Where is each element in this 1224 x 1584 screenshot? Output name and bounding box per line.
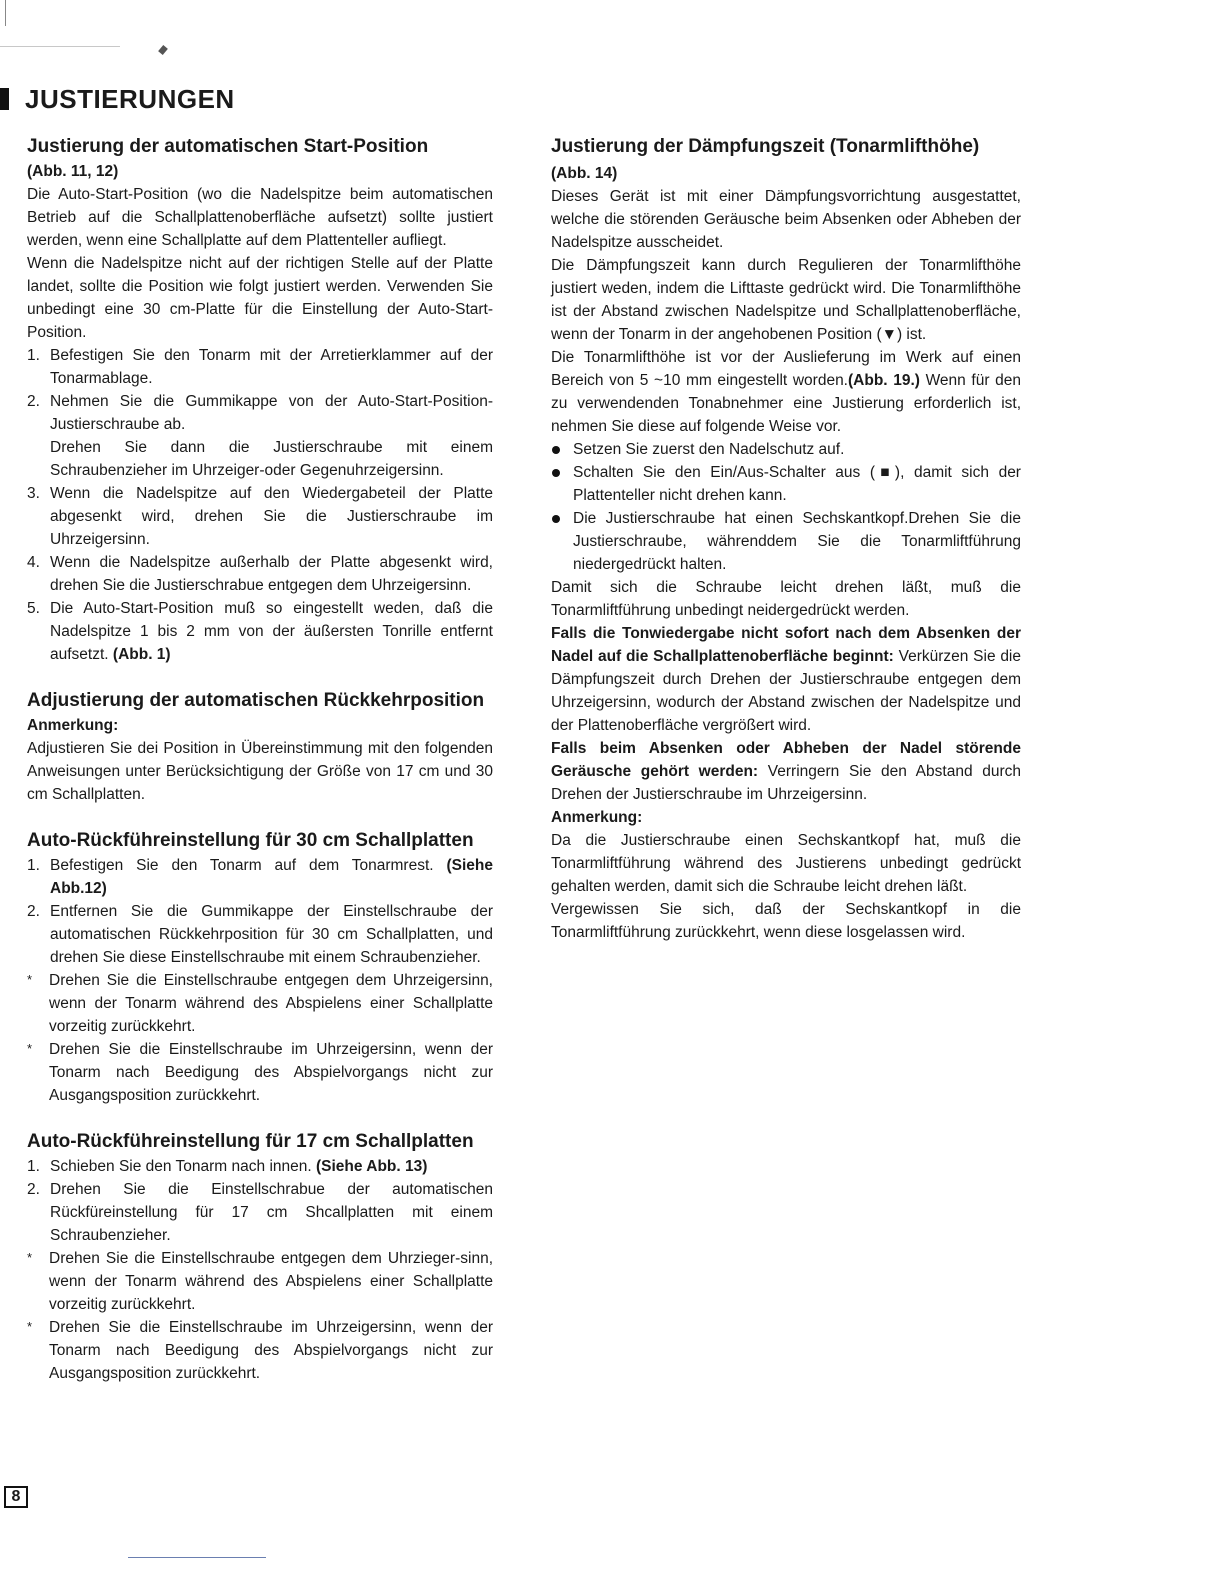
figure-reference: (Abb. 19.) [848, 372, 920, 389]
arm-down-symbol-icon: ▼ [881, 326, 897, 343]
right-column [551, 134, 1021, 966]
paragraph-text: Wenn für den zu verwendenden Tonabnehmer eine Justierung erforderlich ist, nehmen Sie diese auf folgende Weise vor. [551, 372, 1021, 435]
step-text: Nehmen Sie die Gummikappe von der Auto-Start-Position-Justierschraube ab. [50, 393, 493, 433]
paragraph: Da die Justierschraube einen Sechskantkopf hat, muß die Tonarmliftführung während des Justierens unbedingt gedrückt gehalten werden, damit sich die Schraube leicht drehen läßt. [551, 832, 1021, 895]
bullet-item [551, 438, 1021, 461]
step-item [27, 482, 493, 551]
step-text: Drehen Sie die Einstellschrabue der automatischen Rückfüreinstellung für 17 cm Shcallplatten mit einem Schraubenzieher. [50, 1181, 493, 1244]
step-text: Wenn die Nadelspitze außerhalb der Platte abgesenkt wird, drehen Sie die Justierschrabue entgegen dem Uhrzeigersinn. [50, 554, 493, 594]
section-return-position [27, 688, 493, 806]
step-number: 1. [27, 857, 40, 874]
note-text: Drehen Sie die Einstellschraube entgegen dem Uhrzeigersinn, wenn der Tonarm während des Abspielens einer Schallplatte vorzeitig zurückkehrt. [49, 972, 493, 1035]
section-title: Auto-Rückführeinstellung für 30 cm Schallplatten [27, 830, 474, 851]
title-bar-icon [0, 88, 9, 110]
figure-reference: (Abb. 14) [551, 165, 618, 182]
asterisk-icon: * [27, 972, 33, 987]
bullet-icon [552, 446, 560, 454]
paragraph-text: Verkürzen Sie die Dämpfungszeit durch Drehen der Justierschraube entgegen dem Uhrzeigersinn, wodurch der Abstand zwischen der Nadelspitze und der Plattenoberfläche vergrößert wird. [551, 648, 1021, 734]
asterisk-icon: * [27, 1041, 33, 1056]
scan-mark [0, 46, 120, 47]
asterisk-icon: * [27, 1319, 33, 1334]
section-title: Adjustierung der automatischen Rückkehrposition [27, 690, 485, 711]
paragraph-text: ) ist. [896, 326, 927, 343]
step-number: 1. [27, 1158, 40, 1175]
paragraph-text: Die Dämpfungszeit kann durch Regulieren der Tonarmlifthöhe justiert weden, indem die Lifttaste gedrückt wird. Die Tonarmlifthöhe ist der Abstand zwischen Nadelspitze und Schallplattenoberfläche, wenn der Tonarm in der angehobenen Position ( [551, 257, 1021, 343]
step-number: 4. [27, 554, 40, 571]
step-item [27, 551, 493, 597]
bullet-icon [552, 515, 560, 523]
step-number: 1. [27, 347, 40, 364]
paragraph-text: Verringern Sie den Abstand durch Drehen der Justierschraube im Uhrzeigersinn. [551, 763, 1021, 803]
power-off-symbol-icon: ■ [875, 464, 895, 481]
bullet-text: ), damit sich der Plattenteller nicht drehen kann. [573, 464, 1021, 504]
step-number: 5. [27, 600, 40, 617]
step-text: Wenn die Nadelspitze auf den Wiedergabeteil der Platte abgesenkt wird, drehen Sie die Justierschraube im Uhrzeigersinn. [50, 485, 493, 548]
paragraph-bold: Falls beim Absenken oder Abheben der Nadel störende Geräusche gehört werden: [551, 740, 1021, 780]
step-text: Entfernen Sie die Gummikappe der Einstellschraube der automatischen Rückkehrposition für 30 cm Schallplatten, und drehen Sie diese Einstellschraube mit einem Schraubenzieher. [50, 903, 493, 966]
step-item [27, 390, 493, 482]
figure-reference: (Siehe Abb. 13) [316, 1158, 428, 1175]
bullet-list [551, 438, 1021, 576]
bullet-item [551, 461, 1021, 507]
step-list [27, 344, 493, 666]
step-text: Die Auto-Start-Position muß so eingestellt weden, daß die Nadelspitze 1 bis 2 mm von der äußersten Tonrille entfernt aufsetzt. [50, 600, 493, 663]
page-title [0, 84, 235, 114]
step-text-continued: Drehen Sie dann die Justierschraube mit einem Schraubenzieher im Uhrzeiger-oder Gegenuhrzeigersinn. [50, 439, 493, 479]
paragraph [551, 346, 1021, 438]
left-column [27, 134, 493, 1407]
paragraph: Wenn die Nadelspitze nicht auf der richtigen Stelle auf der Platte landet, sollte die Position wie folgt justiert werden. Verwenden Sie unbedingt eine 30 cm-Platte für die Einstellung der Auto-Start-Position. [27, 255, 493, 341]
bullet-icon [552, 469, 560, 477]
paragraph: Vergewissen Sie sich, daß der Sechskantkopf in die Tonarmliftführung zurückkehrt, wenn diese losgelassen wird. [551, 901, 1021, 941]
section-title: Auto-Rückführeinstellung für 17 cm Schallplatten [27, 1131, 474, 1152]
paragraph: Dieses Gerät ist mit einer Dämpfungsvorrichtung ausgestattet, welche die störenden Geräusche beim Absenken oder Abheben der Nadelspitze ausscheidet. [551, 188, 1021, 251]
step-list [27, 1155, 493, 1247]
scan-mark [158, 45, 168, 55]
section-title: Justierung der automatischen Start-Position [27, 136, 429, 157]
footer-rule [128, 1557, 266, 1558]
step-item [27, 900, 493, 969]
step-text: Befestigen Sie den Tonarm auf dem Tonarmrest. [50, 857, 434, 874]
note-label: Anmerkung: [27, 717, 119, 734]
note-item [27, 1247, 493, 1316]
bullet-text: Setzen Sie zuerst den Nadelschutz auf. [573, 441, 845, 458]
paragraph [551, 622, 1021, 737]
asterisk-icon: * [27, 1250, 33, 1265]
section-return-30cm [27, 828, 493, 1107]
step-item [27, 854, 493, 900]
step-item [27, 597, 493, 666]
figure-reference: (Siehe Abb.12) [50, 857, 493, 897]
note-text: Drehen Sie die Einstellschraube im Uhrzeigersinn, wenn der Tonarm nach Beedigung des Abspielvorgangs nicht zur Ausgangsposition zurückkehrt. [49, 1319, 493, 1382]
page-number: 8 [4, 1486, 28, 1508]
bullet-text: Schalten Sie den Ein/Aus-Schalter aus ( [573, 464, 876, 481]
figure-reference: (Abb. 1) [112, 646, 171, 663]
paragraph [551, 737, 1021, 806]
step-number: 3. [27, 485, 40, 502]
section-return-17cm [27, 1129, 493, 1385]
note-text: Drehen Sie die Einstellschraube im Uhrzeigersinn, wenn der Tonarm nach Beedigung des Abspielvorgangs nicht zur Ausgangsposition zurückkehrt. [49, 1041, 493, 1104]
paragraph: Damit sich die Schraube leicht drehen läßt, muß die Tonarmliftführung unbedingt neidergedrückt werden. [551, 579, 1021, 619]
paragraph: Adjustieren Sie dei Position in Übereinstimmung mit den folgenden Anweisungen unter Berücksichtigung der Größe von 17 cm und 30 cm Schallplatten. [27, 740, 493, 803]
paragraph-text: Die Tonarmlifthöhe ist vor der Auslieferung im Werk auf einen Bereich von 5 ~10 mm eingestellt worden. [551, 349, 1021, 389]
section-damping-time [551, 134, 1021, 944]
paragraph: Die Auto-Start-Position (wo die Nadelspitze beim automatischen Betrieb auf die Schallplattenoberfläche aufsetzt) sollte justiert werden, wenn eine Schallplatte auf dem Plattenteller aufliegt. [27, 186, 493, 249]
note-text: Drehen Sie die Einstellschraube entgegen dem Uhrzieger-sinn, wenn der Tonarm während des Abspielens einer Schallplatte vorzeitig zurückkehrt. [49, 1250, 493, 1313]
step-number: 2. [27, 1181, 40, 1198]
step-text: Befestigen Sie den Tonarm mit der Arretierklammer auf der Tonarmablage. [50, 347, 493, 387]
step-number: 2. [27, 903, 40, 920]
note-list [27, 1247, 493, 1385]
note-item [27, 1038, 493, 1107]
figure-reference: (Abb. 11, 12) [27, 163, 119, 180]
paragraph-bold: Falls die Tonwiedergabe nicht sofort nach dem Absenken der Nadel auf die Schallplattenoberfläche beginnt: [551, 625, 1021, 665]
section-start-position [27, 134, 493, 666]
section-title: Justierung der Dämpfungszeit (Tonarmlifthöhe) [551, 136, 980, 157]
step-item [27, 1178, 493, 1247]
step-number: 2. [27, 393, 40, 410]
bullet-text: Die Justierschraube hat einen Sechskantkopf.Drehen Sie die Justierschraube, währenddem Sie die Tonarmliftführung niedergedrückt halten. [573, 510, 1021, 573]
note-item [27, 1316, 493, 1385]
step-item [27, 1155, 493, 1178]
note-item [27, 969, 493, 1038]
step-item [27, 344, 493, 390]
bullet-item [551, 507, 1021, 576]
scan-mark [5, 0, 6, 26]
note-label: Anmerkung: [551, 809, 643, 826]
step-list [27, 854, 493, 969]
note-list [27, 969, 493, 1107]
step-text: Schieben Sie den Tonarm nach innen. [50, 1158, 312, 1175]
paragraph [551, 254, 1021, 346]
page-title-text: JUSTIERUNGEN [25, 84, 235, 114]
